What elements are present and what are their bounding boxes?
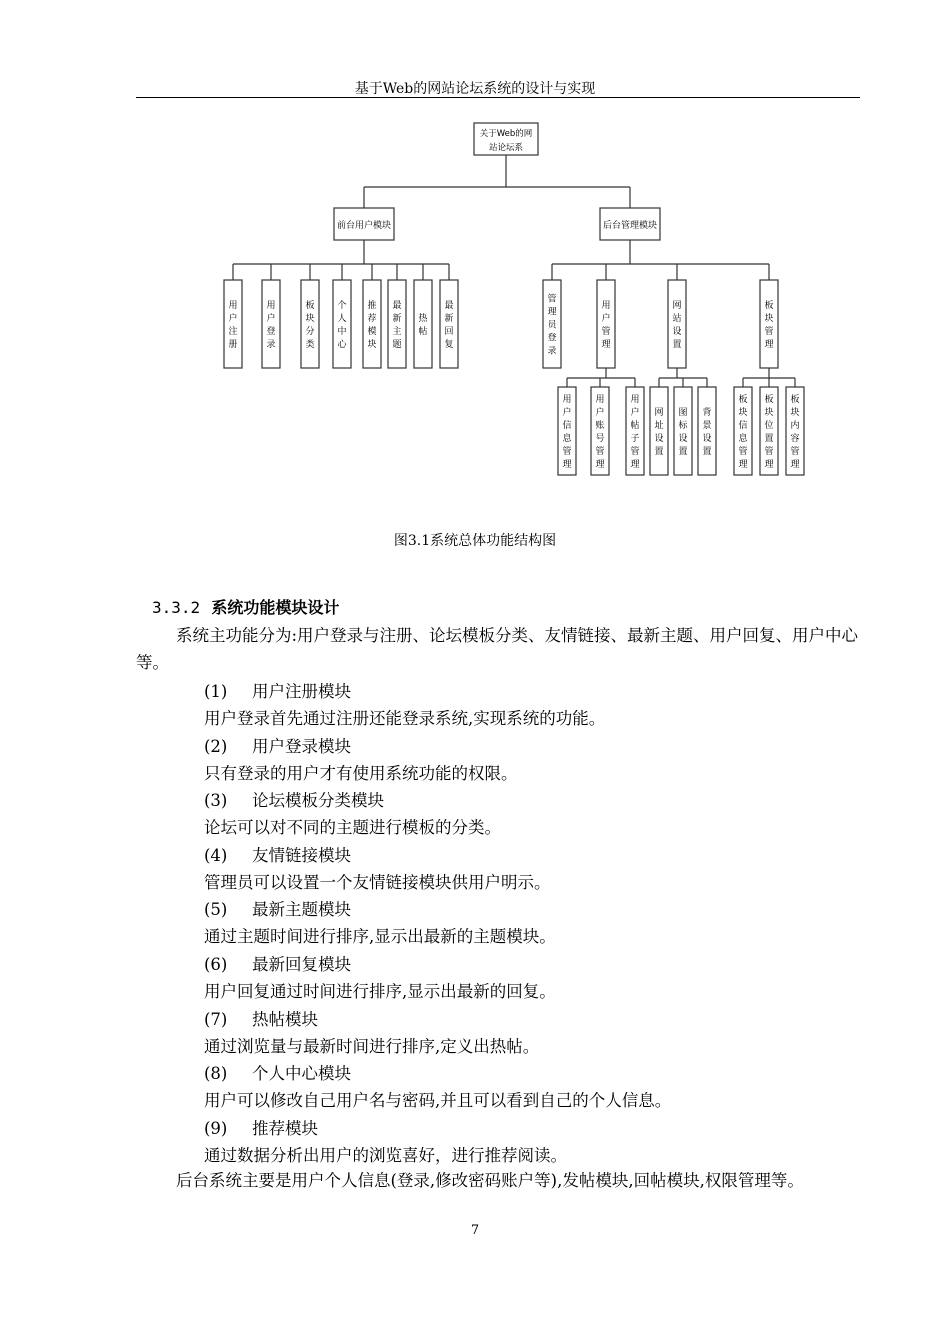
svg-text:个: 个 — [337, 301, 347, 311]
svg-text:用: 用 — [228, 301, 238, 311]
page-number: 7 — [470, 1223, 480, 1238]
svg-text:块: 块 — [305, 314, 315, 324]
svg-text:前台用户模块: 前台用户模块 — [336, 221, 392, 231]
module-item-title — [204, 678, 351, 705]
svg-text:理: 理 — [790, 460, 800, 470]
module-item-description: 用户回复通过时间进行排序,显示出最新的回复。 — [204, 982, 556, 1001]
module-item-title — [204, 951, 351, 978]
back-child-0 — [543, 280, 561, 368]
svg-text:信: 信 — [562, 421, 572, 431]
module-item-number: (3) — [204, 791, 228, 811]
intro-paragraph: 系统主功能分为:用户登录与注册、论坛模板分类、友情链接、最新主题、用户回复、用户中心等。 — [136, 626, 859, 672]
svg-text:推: 推 — [367, 301, 377, 311]
svg-text:管: 管 — [790, 447, 800, 457]
svg-text:荐: 荐 — [367, 314, 377, 324]
svg-text:用: 用 — [595, 395, 605, 405]
svg-text:最: 最 — [392, 301, 402, 311]
svg-text:理: 理 — [764, 340, 774, 350]
function-structure-diagram — [213, 112, 825, 524]
svg-text:回: 回 — [444, 327, 454, 337]
module-item-number: (2) — [204, 736, 228, 756]
closing-paragraph: 后台系统主要是用户个人信息(登录,修改密码账户等),发帖模块,回帖模块,权限管理等。 — [176, 1171, 804, 1190]
back-child-3 — [760, 280, 778, 368]
grandchild-2-0 — [650, 387, 668, 475]
svg-text:主: 主 — [392, 327, 402, 337]
svg-text:块: 块 — [738, 408, 748, 418]
module-item-label: 最新回复模块 — [252, 955, 351, 974]
front-child-0 — [224, 280, 242, 368]
svg-text:用: 用 — [266, 301, 276, 311]
grandchild-1-2 — [626, 387, 644, 475]
svg-text:容: 容 — [790, 434, 800, 444]
svg-text:位: 位 — [764, 421, 774, 431]
module-item-description: 论坛可以对不同的主题进行模板的分类。 — [204, 818, 501, 838]
module-item-title — [204, 1060, 351, 1087]
svg-text:户: 户 — [266, 314, 276, 324]
module-item-title — [204, 1115, 318, 1142]
grandchild-3-0 — [734, 387, 752, 475]
svg-text:户: 户 — [601, 314, 611, 324]
front-child-3 — [333, 280, 351, 368]
svg-text:用: 用 — [562, 395, 572, 405]
header-rule — [136, 97, 860, 98]
svg-text:景: 景 — [702, 421, 712, 431]
svg-text:信: 信 — [738, 421, 748, 431]
svg-text:设: 设 — [672, 327, 682, 337]
svg-text:标: 标 — [678, 421, 688, 431]
svg-text:站: 站 — [672, 314, 682, 324]
svg-text:管: 管 — [562, 447, 572, 457]
svg-text:帖: 帖 — [418, 327, 428, 337]
root-node — [474, 123, 538, 155]
svg-text:册: 册 — [228, 340, 238, 350]
svg-text:录: 录 — [547, 346, 557, 357]
svg-text:内: 内 — [790, 421, 800, 431]
svg-text:息: 息 — [562, 434, 572, 444]
grandchild-3-1 — [760, 387, 778, 475]
module-item-title — [204, 787, 384, 814]
svg-text:新: 新 — [392, 314, 402, 324]
front-module-node — [334, 208, 394, 240]
svg-text:登: 登 — [266, 327, 276, 337]
grandchild-2-2 — [698, 387, 716, 475]
front-child-6 — [414, 280, 432, 368]
svg-text:后台管理模块: 后台管理模块 — [602, 221, 658, 231]
grandchild-1-1 — [591, 387, 609, 475]
svg-text:管: 管 — [764, 327, 774, 337]
svg-text:户: 户 — [630, 408, 640, 418]
svg-text:址: 址 — [654, 421, 664, 431]
svg-text:息: 息 — [738, 434, 748, 444]
module-item-description: 通过主题时间进行排序,显示出最新的主题模块。 — [204, 927, 556, 947]
module-item-title — [204, 1006, 318, 1033]
module-item-title — [204, 896, 351, 923]
svg-text:帖: 帖 — [630, 421, 640, 431]
svg-text:热: 热 — [418, 314, 428, 324]
svg-text:人: 人 — [337, 314, 347, 324]
grandchild-2-1 — [674, 387, 692, 475]
svg-text:网: 网 — [654, 408, 664, 418]
svg-text:板: 板 — [790, 395, 800, 405]
module-item-label: 个人中心模块 — [252, 1064, 351, 1084]
module-item-label: 热帖模块 — [252, 1009, 318, 1029]
module-item-label: 用户登录模块 — [252, 736, 351, 756]
svg-text:分: 分 — [305, 327, 315, 337]
front-child-7 — [440, 280, 458, 368]
svg-text:中: 中 — [337, 327, 347, 337]
svg-text:管: 管 — [738, 447, 748, 457]
svg-text:设: 设 — [678, 434, 688, 444]
module-item-number: (5) — [204, 900, 228, 920]
module-item-description: 通过浏览量与最新时间进行排序,定义出热帖。 — [204, 1036, 540, 1056]
module-item-number: (1) — [204, 682, 228, 701]
svg-text:背: 背 — [702, 408, 712, 418]
svg-text:块: 块 — [764, 314, 774, 324]
svg-text:新: 新 — [444, 314, 454, 324]
module-item-description: 用户登录首先通过注册还能登录系统,实现系统的功能。 — [204, 709, 606, 728]
svg-text:块: 块 — [790, 408, 800, 418]
svg-text:号: 号 — [595, 434, 605, 444]
svg-text:户: 户 — [228, 314, 238, 324]
module-item-number: (4) — [204, 845, 228, 865]
svg-text:块: 块 — [764, 408, 774, 418]
module-item-description: 用户可以修改自己用户名与密码,并且可以看到自己的个人信息。 — [204, 1091, 672, 1111]
svg-text:关于Web的网: 关于Web的网 — [479, 129, 533, 139]
module-item-label: 友情链接模块 — [252, 845, 351, 865]
svg-text:图: 图 — [678, 408, 688, 418]
svg-text:块: 块 — [367, 340, 377, 350]
module-item-number: (9) — [204, 1118, 228, 1138]
svg-text:户: 户 — [595, 408, 605, 418]
section-title: 系统功能模块设计 — [211, 598, 340, 617]
grandchild-3-2 — [786, 387, 804, 475]
svg-text:最: 最 — [444, 301, 454, 311]
front-child-5 — [388, 280, 406, 368]
module-item-description: 通过数据分析出用户的浏览喜好，进行推荐阅读。 — [204, 1145, 567, 1165]
page-header: 基于Web的网站论坛系统的设计与实现 — [354, 81, 596, 97]
svg-text:板: 板 — [738, 395, 748, 405]
svg-text:户: 户 — [562, 408, 572, 418]
svg-text:模: 模 — [367, 327, 377, 337]
svg-text:注: 注 — [228, 327, 238, 337]
svg-text:管: 管 — [601, 327, 611, 337]
svg-text:板: 板 — [305, 301, 315, 311]
front-child-2 — [301, 280, 319, 368]
svg-text:理: 理 — [601, 340, 611, 350]
module-item-label: 推荐模块 — [252, 1118, 318, 1138]
back-module-node — [600, 208, 660, 240]
svg-text:录: 录 — [266, 340, 276, 350]
module-item-description: 管理员可以设置一个友情链接模块供用户明示。 — [204, 872, 551, 892]
svg-text:类: 类 — [305, 340, 315, 350]
module-item-number: (6) — [204, 955, 228, 974]
svg-text:置: 置 — [672, 340, 682, 350]
svg-text:管: 管 — [630, 447, 640, 457]
svg-text:置: 置 — [678, 447, 688, 457]
svg-text:板: 板 — [764, 301, 774, 311]
svg-text:子: 子 — [630, 434, 640, 444]
svg-text:理: 理 — [595, 460, 605, 470]
svg-text:账: 账 — [595, 421, 605, 431]
module-item-description: 只有登录的用户才有使用系统功能的权限。 — [204, 763, 518, 783]
svg-text:登: 登 — [547, 333, 557, 344]
svg-text:管: 管 — [764, 447, 774, 457]
figure-caption: 图3.1系统总体功能结构图 — [393, 533, 557, 549]
svg-text:员: 员 — [547, 320, 557, 331]
svg-text:置: 置 — [764, 434, 774, 444]
svg-text:心: 心 — [337, 340, 347, 350]
svg-text:理: 理 — [547, 307, 557, 318]
svg-text:复: 复 — [444, 340, 454, 350]
back-child-1 — [597, 280, 615, 368]
svg-text:管: 管 — [595, 447, 605, 457]
svg-text:理: 理 — [764, 460, 774, 470]
grandchild-1-0 — [558, 387, 576, 475]
svg-text:网: 网 — [672, 301, 682, 311]
section-number: 3.3.2 — [152, 598, 201, 617]
svg-text:理: 理 — [738, 460, 748, 470]
svg-text:理: 理 — [562, 460, 572, 470]
module-item-title — [204, 733, 351, 760]
back-child-2 — [668, 280, 686, 368]
svg-text:用: 用 — [601, 301, 611, 311]
diagram-canvas — [213, 112, 825, 524]
module-item-number: (7) — [204, 1009, 228, 1029]
svg-text:用: 用 — [630, 395, 640, 405]
module-item-number: (8) — [204, 1064, 228, 1084]
svg-text:设: 设 — [654, 434, 664, 444]
svg-text:题: 题 — [392, 340, 402, 350]
svg-text:理: 理 — [630, 460, 640, 470]
svg-text:板: 板 — [764, 395, 774, 405]
module-item-title — [204, 842, 351, 869]
front-child-4 — [363, 280, 381, 368]
svg-text:置: 置 — [654, 447, 664, 457]
section-heading — [152, 595, 339, 618]
svg-text:置: 置 — [702, 447, 712, 457]
svg-text:管: 管 — [547, 294, 557, 305]
svg-text:站论坛系: 站论坛系 — [488, 143, 524, 153]
module-item-label: 最新主题模块 — [252, 900, 351, 920]
front-child-1 — [262, 280, 280, 368]
module-item-label: 论坛模板分类模块 — [252, 791, 384, 811]
svg-text:设: 设 — [702, 434, 712, 444]
module-item-label: 用户注册模块 — [252, 682, 351, 701]
